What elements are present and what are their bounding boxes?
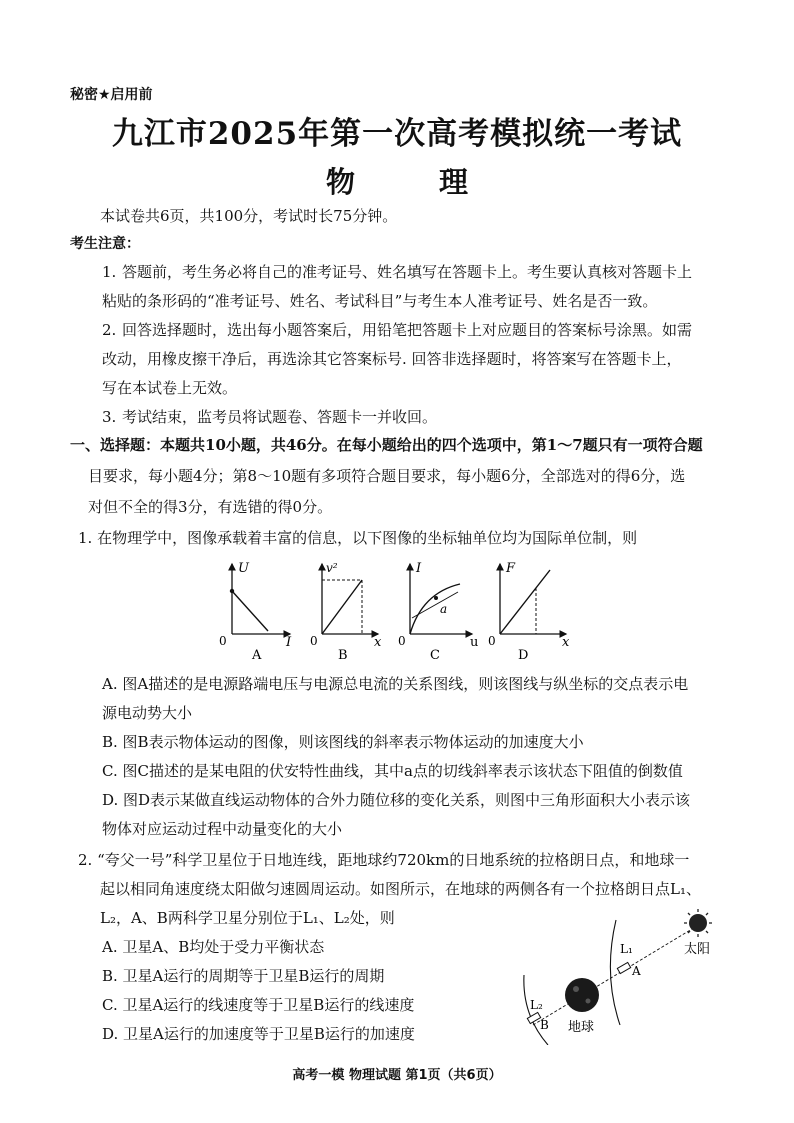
graph-a-xlabel: I (286, 635, 292, 650)
subject-char-1: 物 (325, 165, 355, 199)
graph-d-ylabel: F (506, 561, 516, 576)
notice-item-1 (104, 258, 744, 287)
q2-stem-line1: 2. “夸父一号”科学卫星位于日地连线，距地球约720km的日地系统的拉格朗日点，和地球一 (78, 851, 690, 869)
q1-option-b: B. 图B表示物体运动的图像，则该图线的斜率表示物体运动的加速度大小 (102, 733, 584, 751)
graph-c-ylabel: I (416, 561, 422, 576)
page-footer: 高考一模 物理试题 第1页（共6页） (292, 1068, 502, 1083)
earth-icon (565, 978, 599, 1012)
l1-label: L₁ (620, 942, 633, 956)
notice-num: 3. (102, 408, 117, 426)
graph-c (398, 561, 478, 662)
q2-option-c: C. 卫星A运行的线速度等于卫星B运行的线速度 (102, 996, 415, 1014)
graph-a-ylabel: U (238, 561, 249, 576)
section-line: 一、选择题：本题共10小题，共46分。在每小题给出的四个选项中，第1～7题只有一项符合题 (70, 436, 703, 454)
q1-option-d: D. 图D表示某做直线运动物体的合外力随位移的变化关系，则图中三角形面积大小表示该 (102, 791, 691, 809)
exam-title: 九江市2025年第一次高考模拟统一考试 (111, 116, 683, 152)
q1-graphs (210, 558, 590, 662)
notice-line: 考试结束，监考员将试题卷、答题卡一并收回。 (122, 408, 438, 426)
graph-b-ylabel: v² (326, 561, 338, 575)
notice-num: 2. (102, 321, 117, 339)
notice-num: 1. (102, 263, 117, 281)
sun-icon (684, 909, 712, 937)
graph-c-point: a (440, 602, 448, 616)
graph-b-origin: 0 (310, 634, 318, 648)
notice-line: 粘贴的条形码的“准考证号、姓名、考试科目”与考生本人准考证号、姓名是否一致。 (102, 292, 658, 310)
sun-label: 太阳 (684, 942, 711, 957)
graph-d-origin: 0 (488, 634, 496, 648)
graph-c-xlabel: u (470, 635, 479, 650)
q2-figure (508, 905, 730, 1045)
q2-stem-line3: L₂，A、B两科学卫星分别位于L₁、L₂处，则 (100, 909, 395, 927)
satellite-a-icon (617, 962, 630, 973)
graph-d (488, 561, 570, 662)
section-line: 目要求，每小题4分；第8～10题有多项符合题目要求，每小题6分，全部选对的得6分，选 (88, 467, 686, 485)
q2-option-a: A. 卫星A、B均处于受力平衡状态 (102, 938, 325, 956)
notice-heading: 考生注意： (70, 236, 140, 252)
notice-item-3 (104, 403, 744, 432)
q1-option-a-cont: 源电动势大小 (102, 704, 193, 722)
q1-stem: 1. 在物理学中，图像承载着丰富的信息，以下图像的坐标轴单位均为国际单位制，则 (78, 529, 638, 547)
graph-a-label: A (252, 648, 262, 662)
graph-b-label: B (338, 648, 348, 662)
q2-stem-line2: 起以相同角速度绕太阳做匀速圆周运动。如图所示，在地球的两侧各有一个拉格朗日点L₁、 (100, 880, 701, 898)
graph-d-xlabel: x (562, 635, 570, 650)
q1-option-d-cont: 物体对应运动过程中动量变化的大小 (102, 820, 343, 838)
graph-c-label: C (430, 648, 440, 662)
notice-line: 回答选择题时，选出每小题答案后，用铅笔把答题卡上对应题目的答案标号涂黑。如需 (122, 321, 693, 339)
subject-char-2: 理 (439, 165, 469, 199)
intro-text: 本试卷共6页，共100分，考试时长75分钟。 (100, 207, 398, 225)
notice-item-2 (104, 316, 744, 345)
section-heading (70, 430, 732, 523)
notice-line: 改动，用橡皮擦干净后，再选涂其它答案标号. 回答非选择题时，将答案写在答题卡上， (102, 350, 682, 368)
satellite-a-label: A (632, 964, 641, 978)
graph-d-label: D (518, 648, 529, 662)
earth-label: 地球 (568, 1020, 595, 1035)
q2-option-b: B. 卫星A运行的周期等于卫星B运行的周期 (102, 967, 385, 985)
satellite-b-label: B (540, 1018, 549, 1032)
notice-line: 写在本试卷上无效。 (102, 379, 238, 397)
q2-option-d: D. 卫星A运行的加速度等于卫星B运行的加速度 (102, 1025, 415, 1043)
graph-b (310, 561, 382, 662)
q1-option-c: C. 图C描述的是某电阻的伏安特性曲线，其中a点的切线斜率表示该状态下阻值的倒数值 (102, 762, 683, 780)
graph-b-xlabel: x (374, 635, 382, 650)
graph-c-origin: 0 (398, 634, 406, 648)
q1-option-a: A. 图A描述的是电源路端电压与电源总电流的关系图线，则该图线与纵坐标的交点表示电 (102, 675, 689, 693)
l2-label: L₂ (530, 998, 543, 1012)
graph-a (219, 561, 292, 662)
subject-title (0, 160, 794, 201)
section-line: 对但不全的得3分，有选错的得0分。 (88, 498, 333, 516)
confidential-label: 秘密★启用前 (70, 87, 153, 103)
graph-a-origin: 0 (219, 634, 227, 648)
notice-line: 答题前，考生务必将自己的准考证号、姓名填写在答题卡上。考生要认真核对答题卡上 (122, 263, 693, 281)
